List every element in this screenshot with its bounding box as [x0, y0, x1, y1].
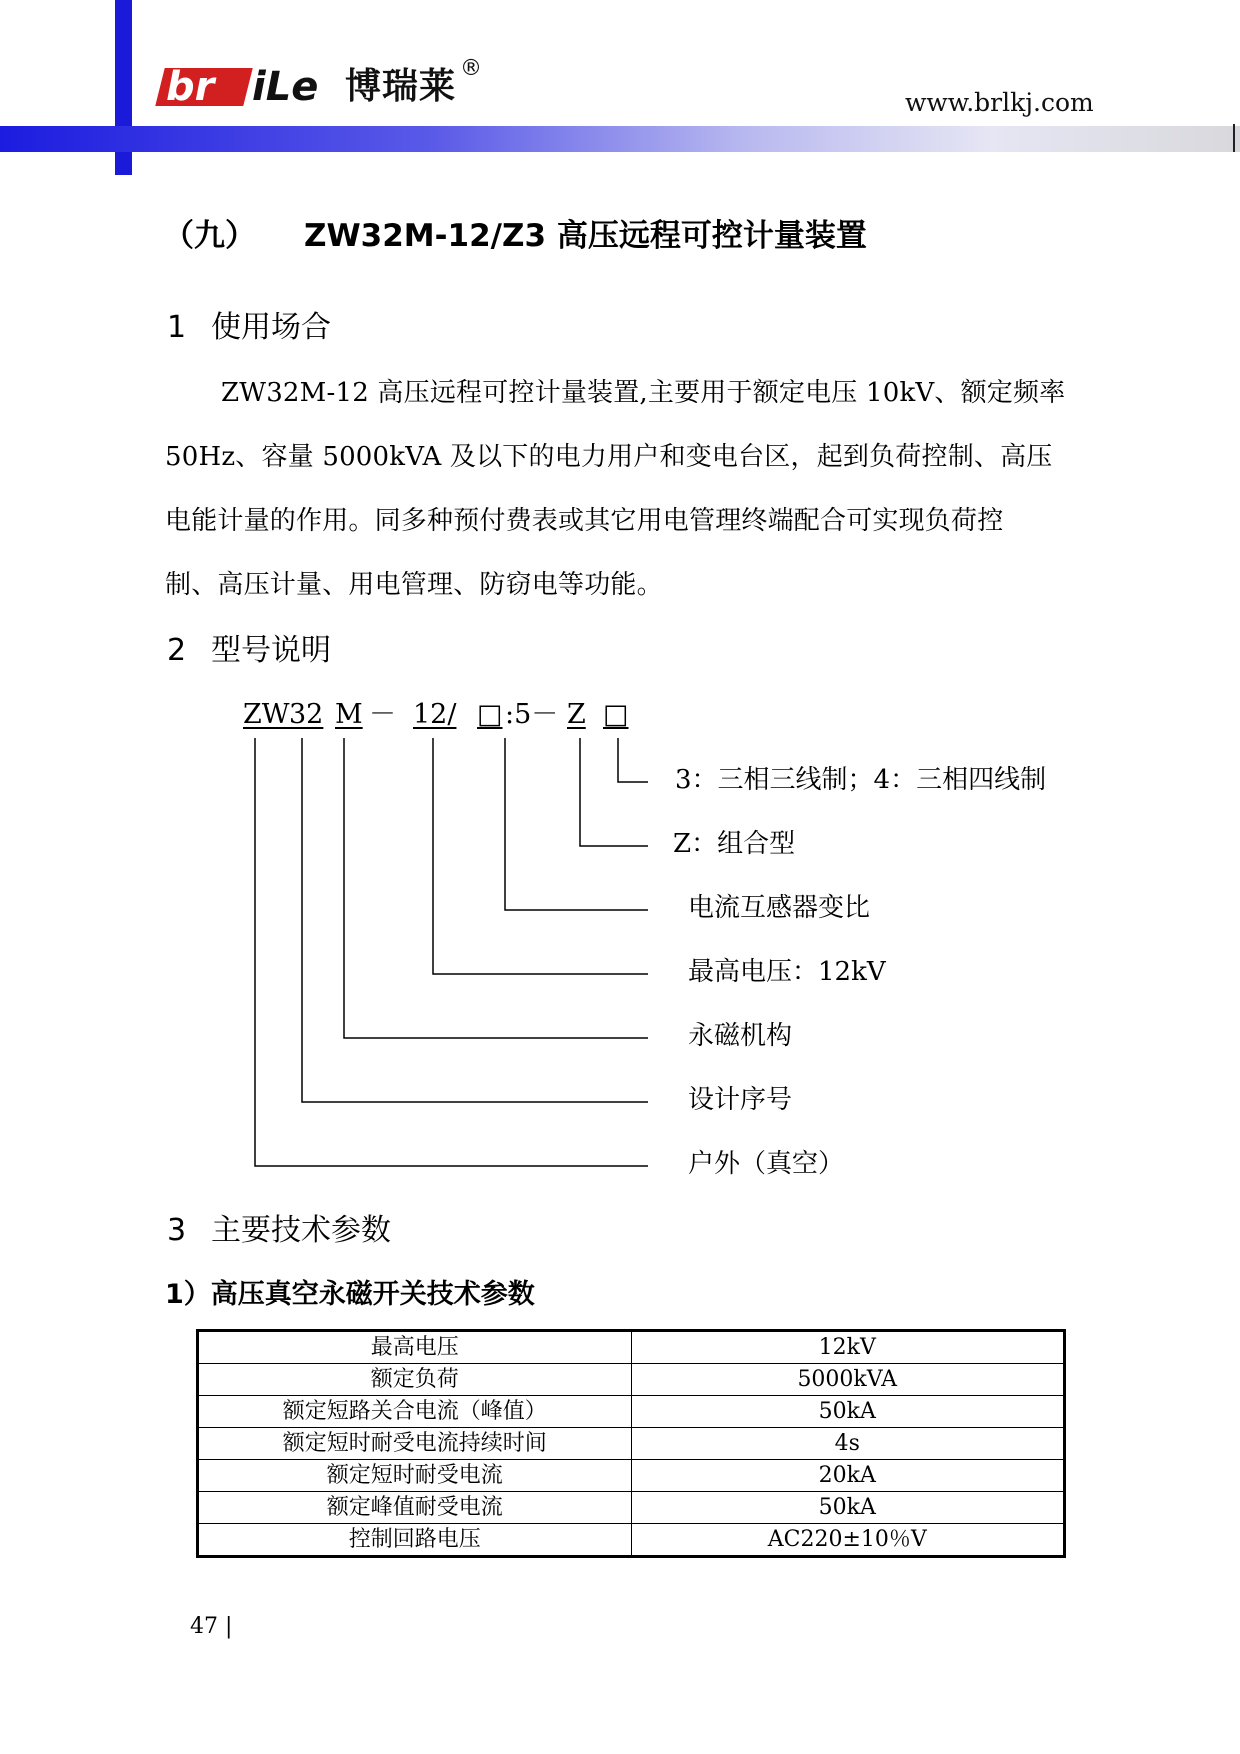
code-zw: ZW: [243, 699, 290, 730]
leader-phase: [618, 738, 648, 782]
website-url: www.brlkj.com: [905, 88, 1094, 117]
leader-design: [302, 738, 648, 1102]
leader-magnetic: [344, 738, 648, 1038]
leader-outdoor: [255, 738, 648, 1166]
page-number: [190, 1613, 232, 1641]
leader-ct-ratio: [505, 738, 648, 910]
table-cell-param: 控制回路电压: [198, 1524, 632, 1557]
section-index: （九）: [163, 218, 256, 254]
usage-line-3: 电能计量的作用。同多种预付费表或其它用电管理终端配合可实现负荷控: [165, 506, 1004, 536]
usage-heading-text: 使用场合: [211, 310, 331, 345]
table-row: [198, 1364, 1065, 1396]
model-heading: [167, 632, 331, 670]
page-number-separator: |: [225, 1614, 233, 1639]
table-cell-param: 额定短时耐受电流持续时间: [198, 1428, 632, 1460]
label-combined: Z：组合型: [673, 829, 796, 859]
logo-letters-br: br: [166, 64, 215, 110]
section-title-text: ZW32M-12/Z3 高压远程可控计量装置: [304, 218, 867, 254]
code-ratio: :5－: [505, 699, 559, 730]
model-heading-num: 2: [167, 633, 187, 668]
code-z: Z: [567, 699, 586, 730]
table-row: [198, 1524, 1065, 1557]
logo-letters-ile: iLe: [252, 64, 319, 110]
label-phase: 3：三相三线制；4：三相四线制: [675, 765, 1047, 795]
code-box-ratio: □: [477, 699, 503, 730]
spec-table: [196, 1329, 1066, 1558]
usage-heading: [167, 309, 331, 347]
table-cell-value: 5000kVA: [631, 1364, 1065, 1396]
usage-heading-num: 1: [167, 310, 187, 345]
code-m: M: [335, 699, 363, 730]
params-heading: [167, 1212, 391, 1250]
model-heading-text: 型号说明: [211, 633, 331, 668]
logo-latin: [160, 62, 340, 112]
params-heading-text: 主要技术参数: [211, 1213, 391, 1248]
params-subheading: 1）高压真空永磁开关技术参数: [165, 1279, 535, 1310]
header-bar-end-mark: [1233, 124, 1235, 152]
table-row: [198, 1460, 1065, 1492]
logo-chinese: 博瑞莱: [345, 66, 457, 107]
table-cell-value: 50kA: [631, 1492, 1065, 1524]
code-dash: －: [369, 699, 396, 730]
code-32: 32: [289, 699, 324, 730]
table-row: [198, 1428, 1065, 1460]
table-cell-param: 额定峰值耐受电流: [198, 1492, 632, 1524]
table-row: [198, 1492, 1065, 1524]
table-cell-value: 12kV: [631, 1331, 1065, 1364]
table-cell-param: 额定短时耐受电流: [198, 1460, 632, 1492]
table-row: [198, 1396, 1065, 1428]
table-cell-value: 20kA: [631, 1460, 1065, 1492]
registered-mark: ®: [460, 56, 482, 81]
table-cell-param: 额定短路关合电流（峰值）: [198, 1396, 632, 1428]
leader-combined: [580, 738, 648, 846]
label-design: 设计序号: [688, 1085, 793, 1115]
params-heading-num: 3: [167, 1213, 187, 1248]
table-cell-param: 额定负荷: [198, 1364, 632, 1396]
table-cell-value: 50kA: [631, 1396, 1065, 1428]
label-ct-ratio: 电流互感器变比: [688, 893, 871, 923]
code-12: 12/: [413, 699, 457, 730]
section-title: [163, 216, 867, 256]
code-box-phase: □: [603, 699, 629, 730]
page-number-value: 47: [190, 1614, 218, 1639]
label-voltage: 最高电压：12kV: [688, 957, 886, 987]
label-outdoor: 户外（真空）: [688, 1149, 845, 1179]
brand-logo: [160, 56, 510, 112]
leader-voltage: [433, 738, 648, 974]
label-magnetic: 永磁机构: [688, 1021, 793, 1051]
header-gradient-bar: [0, 126, 1240, 152]
usage-line-1: ZW32M-12 高压远程可控计量装置,主要用于额定电压 10kV、额定频率: [221, 378, 1066, 408]
table-row: [198, 1331, 1065, 1364]
table-cell-value: AC220±10％V: [631, 1524, 1065, 1557]
usage-line-4: 制、高压计量、用电管理、防窃电等功能。: [165, 570, 663, 600]
usage-line-2: 50Hz、容量 5000kVA 及以下的电力用户和变电台区，起到负荷控制、高压: [165, 442, 1053, 472]
table-cell-param: 最高电压: [198, 1331, 632, 1364]
table-cell-value: 4s: [631, 1428, 1065, 1460]
model-code: [243, 698, 629, 1038]
